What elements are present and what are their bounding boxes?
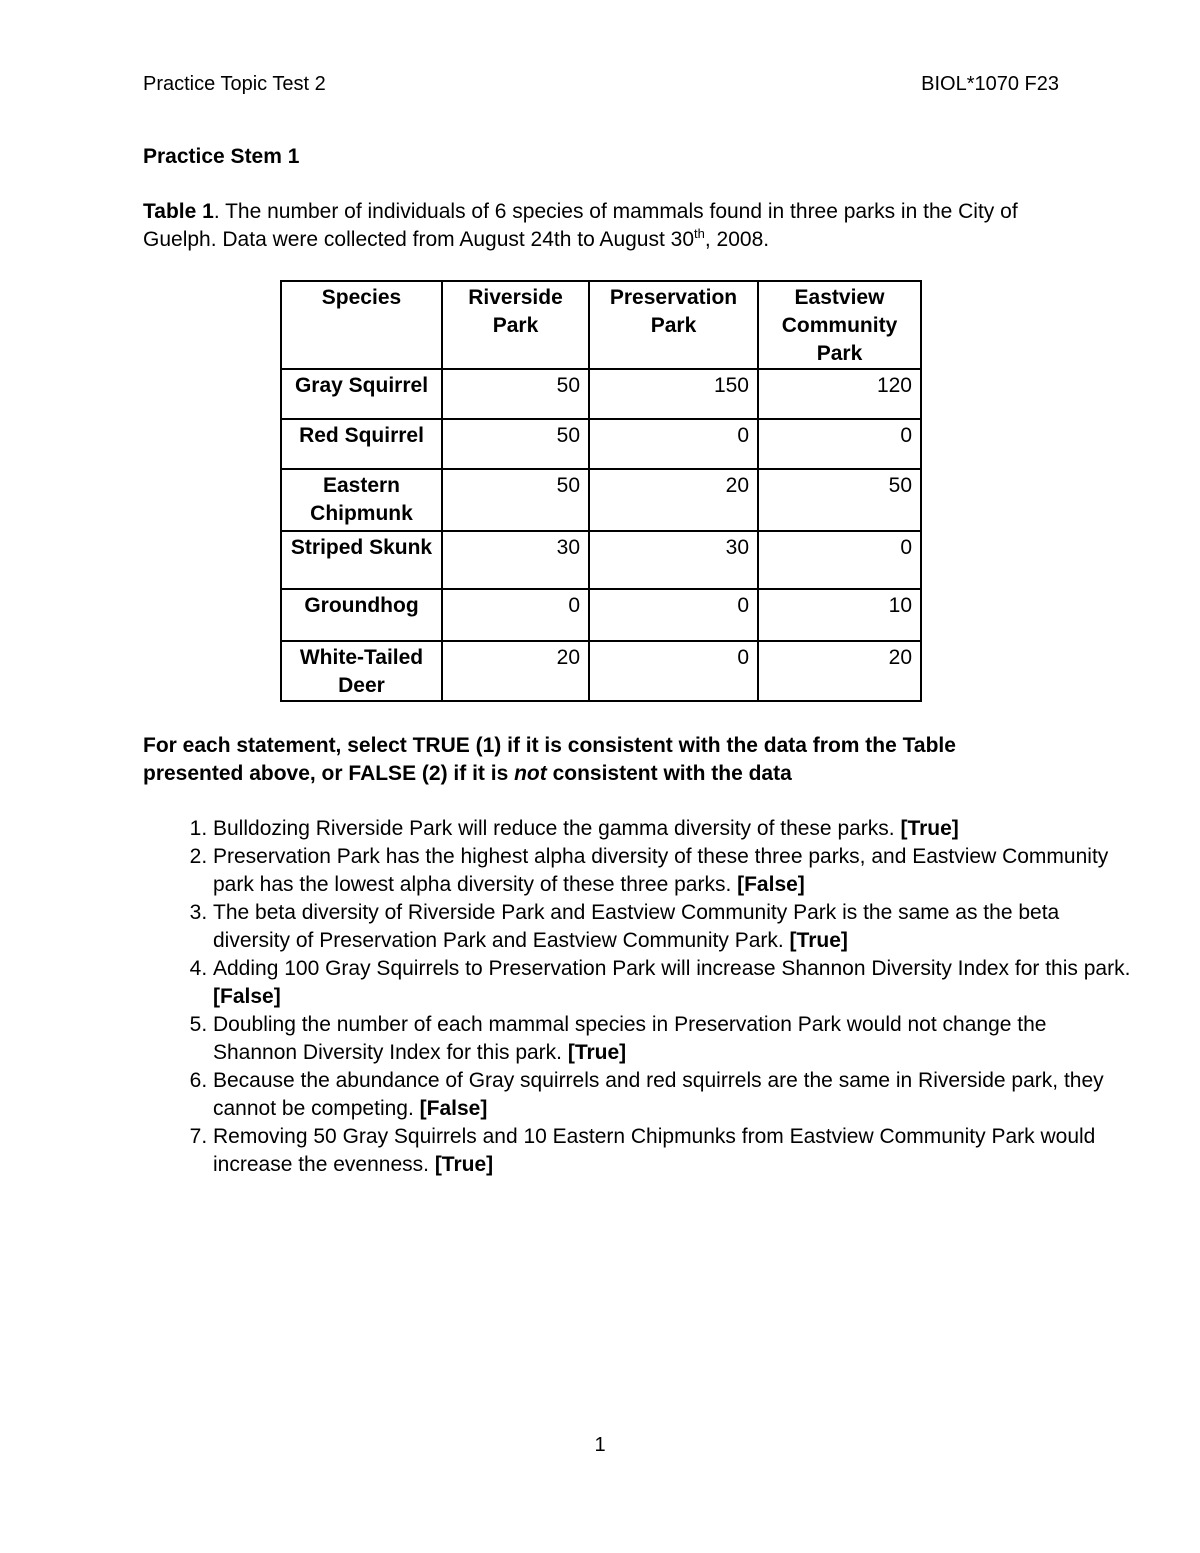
stem-title: Practice Stem 1 [143,145,300,168]
list-item [213,899,1133,955]
table-row [281,369,921,419]
statement-answer: [True] [567,1041,627,1064]
count-cell: 120 [758,369,921,419]
list-item [213,1011,1133,1067]
count-cell: 10 [758,589,921,641]
statement-answer: [False] [737,873,805,896]
page-number: 1 [594,1434,606,1456]
list-item [213,955,1133,1011]
table-row [281,641,921,701]
species-cell: Gray Squirrel [281,369,442,419]
count-cell: 20 [589,469,758,531]
count-cell: 50 [442,369,589,419]
list-item [213,815,1133,843]
instructions [143,732,1058,788]
count-cell: 0 [589,641,758,701]
column-header: Riverside Park [442,281,589,369]
count-cell: 0 [589,419,758,469]
species-table [280,280,922,702]
header-left: Practice Topic Test 2 [143,73,326,95]
count-cell: 0 [589,589,758,641]
table-row [281,531,921,589]
statement-text: Bulldozing Riverside Park will reduce the gamma diversity of these parks. [213,817,901,840]
statement-text: Adding 100 Gray Squirrels to Preservation Park will increase Shannon Diversity Index for this park. [213,957,1131,980]
caption-text: . The number of individuals of 6 species of mammals found in three parks in the City of Guelph. Data were collected from August 24th to August 30 [143,200,1018,251]
statement-answer: [False] [419,1097,488,1120]
count-cell: 0 [758,419,921,469]
statement-answer: [True] [434,1153,494,1176]
species-cell: Red Squirrel [281,419,442,469]
statement-text: Because the abundance of Gray squirrels and red squirrels are the same in Riverside park, they cannot be competing. [213,1069,1104,1120]
table-row [281,589,921,641]
species-cell: Groundhog [281,589,442,641]
column-header: Species [281,281,442,369]
statement-list [143,815,1133,1179]
statement-text: The beta diversity of Riverside Park and Eastview Community Park is the same as the beta diversity of Preservation Park and Eastview Community Park. [213,901,1060,952]
count-cell: 150 [589,369,758,419]
statement-text: Preservation Park has the highest alpha diversity of these three parks, and Eastview Community park has the lowest alpha diversity of these three parks. [213,845,1109,896]
count-cell: 50 [758,469,921,531]
species-cell: Striped Skunk [281,531,442,589]
statement-text: Doubling the number of each mammal species in Preservation Park would not change the Shannon Diversity Index for this park. [213,1013,1047,1064]
column-header: Preservation Park [589,281,758,369]
count-cell: 0 [758,531,921,589]
caption-superscript: th [694,226,705,241]
count-cell: 20 [758,641,921,701]
count-cell: 0 [442,589,589,641]
list-item [213,843,1133,899]
species-cell: Eastern Chipmunk [281,469,442,531]
instructions-text-end: consistent with the data [546,762,792,785]
count-cell: 30 [589,531,758,589]
list-item [213,1067,1133,1123]
statement-answer: [True] [789,929,848,952]
header-right: BIOL*1070 F23 [921,73,1059,95]
table-caption [143,198,1058,254]
caption-text-end: , 2008. [704,228,770,251]
count-cell: 50 [442,419,589,469]
count-cell: 20 [442,641,589,701]
statement-answer: [False] [213,985,281,1008]
column-header: Eastview Community Park [758,281,921,369]
count-cell: 30 [442,531,589,589]
table-header-row [281,281,921,369]
table-row [281,469,921,531]
count-cell: 50 [442,469,589,531]
table-row [281,419,921,469]
statement-answer: [True] [900,817,959,840]
instructions-emphasis: not [514,762,547,785]
list-item [213,1123,1133,1179]
caption-label: Table 1 [143,200,214,223]
instructions-text: For each statement, select TRUE (1) if it is consistent with the data from the Table presented above, or FALSE (2) if it is [143,734,956,785]
statement-text: Removing 50 Gray Squirrels and 10 Eastern Chipmunks from Eastview Community Park would increase the evenness. [213,1125,1096,1176]
species-cell: White-Tailed Deer [281,641,442,701]
